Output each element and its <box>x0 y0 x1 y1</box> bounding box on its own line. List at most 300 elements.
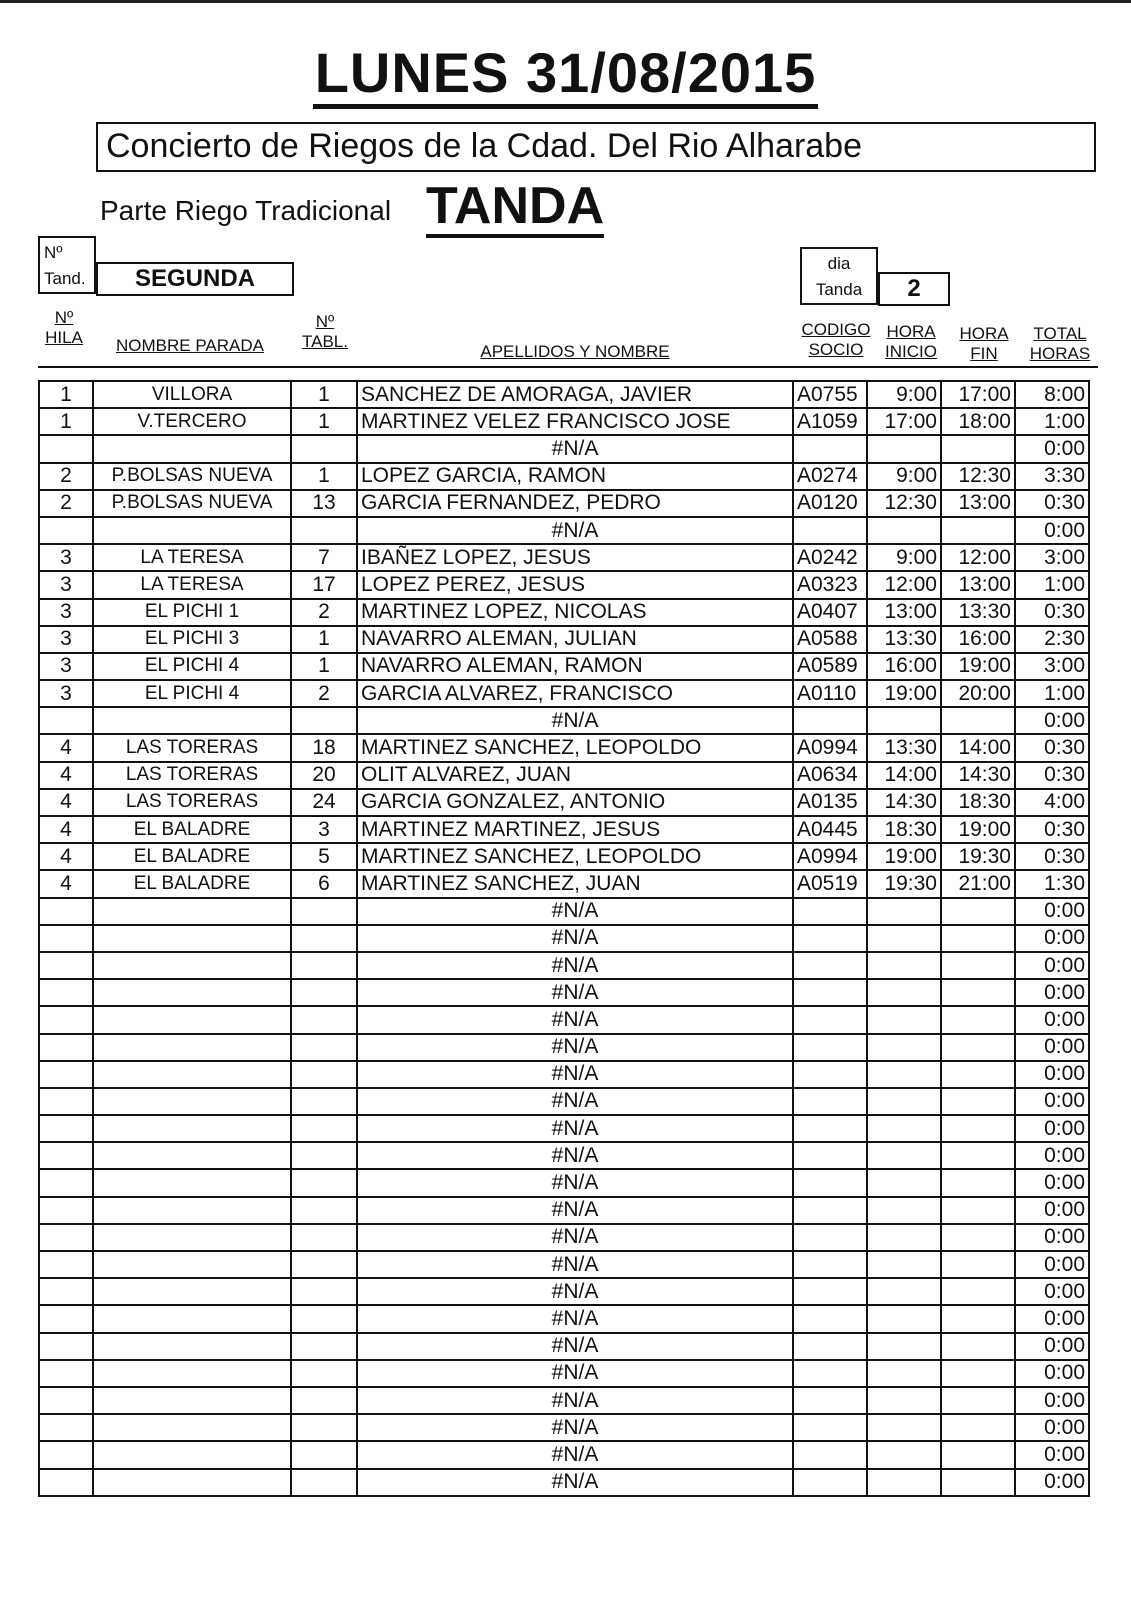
tabl-cell <box>291 1061 357 1088</box>
nombre-cell: MARTINEZ MARTINEZ, JESUS <box>357 816 793 843</box>
document-title <box>0 40 1131 105</box>
codigo-socio-cell <box>793 1006 867 1033</box>
tabl-cell <box>291 435 357 462</box>
col-fin-bottom: FIN <box>970 344 998 363</box>
table-row <box>39 490 1089 517</box>
hora-fin-cell <box>941 1333 1015 1360</box>
table-row <box>39 1333 1089 1360</box>
parada-cell <box>93 1278 291 1305</box>
col-header-fin <box>948 324 1020 364</box>
codigo-socio-cell <box>793 898 867 925</box>
nombre-cell: #N/A <box>357 1333 793 1360</box>
table-row <box>39 599 1089 626</box>
codigo-socio-cell: A1059 <box>793 408 867 435</box>
nombre-cell: NAVARRO ALEMAN, RAMON <box>357 653 793 680</box>
codigo-socio-cell <box>793 1034 867 1061</box>
hila-cell <box>39 435 93 462</box>
hora-inicio-cell: 9:00 <box>867 381 941 408</box>
parada-cell <box>93 1006 291 1033</box>
hila-cell: 4 <box>39 843 93 870</box>
hila-cell: 4 <box>39 734 93 761</box>
tabl-cell <box>291 1305 357 1332</box>
hora-fin-cell <box>941 1278 1015 1305</box>
codigo-socio-cell <box>793 1441 867 1468</box>
table-row <box>39 1441 1089 1468</box>
codigo-socio-cell <box>793 1414 867 1441</box>
total-horas-cell: 0:00 <box>1015 952 1089 979</box>
codigo-socio-cell <box>793 1061 867 1088</box>
header-divider <box>38 366 1098 368</box>
hora-fin-cell <box>941 1006 1015 1033</box>
col-header-hila <box>38 308 90 348</box>
nombre-cell: MARTINEZ VELEZ FRANCISCO JOSE <box>357 408 793 435</box>
parada-cell <box>93 1115 291 1142</box>
col-header-nombre <box>358 342 792 362</box>
hora-inicio-cell <box>867 898 941 925</box>
hora-inicio-cell: 12:30 <box>867 490 941 517</box>
nombre-cell: GARCIA FERNANDEZ, PEDRO <box>357 490 793 517</box>
parada-cell: LAS TORERAS <box>93 734 291 761</box>
hora-fin-cell <box>941 1387 1015 1414</box>
nombre-cell: LOPEZ PEREZ, JESUS <box>357 571 793 598</box>
hora-fin-cell: 19:00 <box>941 816 1015 843</box>
hora-fin-cell: 12:00 <box>941 544 1015 571</box>
codigo-socio-cell <box>793 1251 867 1278</box>
total-horas-cell: 0:00 <box>1015 979 1089 1006</box>
hila-cell <box>39 1197 93 1224</box>
hora-fin-cell <box>941 435 1015 462</box>
parada-cell <box>93 1061 291 1088</box>
table-row <box>39 544 1089 571</box>
parada-cell <box>93 1169 291 1196</box>
codigo-socio-cell: A0588 <box>793 626 867 653</box>
hila-cell <box>39 1469 93 1496</box>
parada-cell <box>93 1197 291 1224</box>
hora-inicio-cell <box>867 1441 941 1468</box>
tabl-cell: 7 <box>291 544 357 571</box>
hora-inicio-cell <box>867 1387 941 1414</box>
tanda-heading: TANDA <box>426 178 604 238</box>
table-row <box>39 762 1089 789</box>
parada-cell: EL BALADRE <box>93 870 291 897</box>
nombre-cell: #N/A <box>357 1441 793 1468</box>
tabl-cell: 1 <box>291 626 357 653</box>
hora-inicio-cell <box>867 1088 941 1115</box>
table-row <box>39 870 1089 897</box>
tabl-cell: 18 <box>291 734 357 761</box>
col-header-total <box>1022 324 1098 364</box>
parada-cell <box>93 1251 291 1278</box>
dia-tanda-label-box <box>800 247 878 305</box>
table-row <box>39 952 1089 979</box>
col-header-codigo <box>798 320 874 360</box>
codigo-socio-cell: A0634 <box>793 762 867 789</box>
hila-cell: 4 <box>39 789 93 816</box>
table-row <box>39 1224 1089 1251</box>
nombre-cell: #N/A <box>357 1115 793 1142</box>
codigo-socio-cell <box>793 1224 867 1251</box>
tabl-cell <box>291 1333 357 1360</box>
hila-cell <box>39 1169 93 1196</box>
total-horas-cell: 0:00 <box>1015 1197 1089 1224</box>
parada-cell <box>93 1387 291 1414</box>
tabl-cell: 2 <box>291 680 357 707</box>
hila-cell <box>39 1006 93 1033</box>
codigo-socio-cell <box>793 1305 867 1332</box>
hila-cell: 4 <box>39 762 93 789</box>
tabl-cell: 17 <box>291 571 357 598</box>
hora-fin-cell: 20:00 <box>941 680 1015 707</box>
tabl-cell: 20 <box>291 762 357 789</box>
hora-inicio-cell: 12:00 <box>867 571 941 598</box>
tabl-cell <box>291 1034 357 1061</box>
hora-fin-cell <box>941 925 1015 952</box>
title-text: LUNES 31/08/2015 <box>313 41 819 109</box>
table-row <box>39 707 1089 734</box>
total-horas-cell: 1:00 <box>1015 571 1089 598</box>
tabl-cell <box>291 1278 357 1305</box>
tabl-cell <box>291 925 357 952</box>
parte-label: Parte Riego Tradicional <box>100 195 392 226</box>
tabl-cell: 1 <box>291 653 357 680</box>
table-row <box>39 1278 1089 1305</box>
hila-cell <box>39 707 93 734</box>
table-row <box>39 435 1089 462</box>
hora-inicio-cell <box>867 1469 941 1496</box>
codigo-socio-cell <box>793 517 867 544</box>
hila-cell <box>39 1251 93 1278</box>
hora-inicio-cell: 19:00 <box>867 680 941 707</box>
parada-cell <box>93 952 291 979</box>
hora-fin-cell: 19:00 <box>941 653 1015 680</box>
total-horas-cell: 3:30 <box>1015 463 1089 490</box>
total-horas-cell: 0:00 <box>1015 1305 1089 1332</box>
col-parada-label: NOMBRE PARADA <box>116 336 264 355</box>
hora-inicio-cell <box>867 1278 941 1305</box>
hila-cell <box>39 1414 93 1441</box>
table-row <box>39 843 1089 870</box>
parada-cell: LAS TORERAS <box>93 762 291 789</box>
total-horas-cell: 0:00 <box>1015 1469 1089 1496</box>
table-row <box>39 925 1089 952</box>
table-row <box>39 653 1089 680</box>
nombre-cell: MARTINEZ SANCHEZ, LEOPOLDO <box>357 734 793 761</box>
parada-cell: P.BOLSAS NUEVA <box>93 463 291 490</box>
col-total-top: TOTAL <box>1033 324 1087 343</box>
col-codigo-top: CODIGO <box>801 320 871 339</box>
table-row <box>39 1360 1089 1387</box>
hora-fin-cell <box>941 1414 1015 1441</box>
parada-cell <box>93 979 291 1006</box>
hora-fin-cell <box>941 707 1015 734</box>
codigo-socio-cell: A0994 <box>793 843 867 870</box>
tabl-cell <box>291 1197 357 1224</box>
hora-fin-cell <box>941 517 1015 544</box>
hora-fin-cell <box>941 1305 1015 1332</box>
parada-cell: EL BALADRE <box>93 843 291 870</box>
hora-inicio-cell <box>867 1197 941 1224</box>
tabl-cell: 6 <box>291 870 357 897</box>
col-fin-top: HORA <box>959 324 1009 343</box>
total-horas-cell: 0:30 <box>1015 816 1089 843</box>
hora-inicio-cell: 13:30 <box>867 626 941 653</box>
hila-cell: 1 <box>39 408 93 435</box>
parada-cell: EL PICHI 3 <box>93 626 291 653</box>
codigo-socio-cell <box>793 1387 867 1414</box>
parada-cell <box>93 1333 291 1360</box>
codigo-socio-cell <box>793 1469 867 1496</box>
codigo-socio-cell: A0120 <box>793 490 867 517</box>
nombre-cell: #N/A <box>357 1305 793 1332</box>
total-horas-cell: 0:00 <box>1015 1142 1089 1169</box>
hila-cell <box>39 925 93 952</box>
tabl-cell <box>291 1469 357 1496</box>
hora-fin-cell: 12:30 <box>941 463 1015 490</box>
hora-fin-cell <box>941 1169 1015 1196</box>
hora-fin-cell <box>941 1251 1015 1278</box>
hila-cell <box>39 1278 93 1305</box>
nombre-cell: #N/A <box>357 952 793 979</box>
tanda-label: Tanda <box>815 280 863 299</box>
hora-fin-cell <box>941 1224 1015 1251</box>
nombre-cell: #N/A <box>357 979 793 1006</box>
top-edge-line <box>0 0 1131 3</box>
nombre-cell: IBAÑEZ LOPEZ, JESUS <box>357 544 793 571</box>
nombre-cell: SANCHEZ DE AMORAGA, JAVIER <box>357 381 793 408</box>
total-horas-cell: 4:00 <box>1015 789 1089 816</box>
hila-cell <box>39 1360 93 1387</box>
hora-inicio-cell: 18:30 <box>867 816 941 843</box>
table-row <box>39 1387 1089 1414</box>
table-row <box>39 381 1089 408</box>
total-horas-cell: 0:30 <box>1015 762 1089 789</box>
nombre-cell: #N/A <box>357 925 793 952</box>
nombre-cell: #N/A <box>357 1224 793 1251</box>
table-row <box>39 1061 1089 1088</box>
parada-cell <box>93 925 291 952</box>
hora-fin-cell: 17:00 <box>941 381 1015 408</box>
n-tand-label-bottom: Tand. <box>44 269 86 288</box>
hila-cell: 3 <box>39 599 93 626</box>
hila-cell: 2 <box>39 463 93 490</box>
hora-inicio-cell <box>867 517 941 544</box>
hora-fin-cell: 18:00 <box>941 408 1015 435</box>
nombre-cell: #N/A <box>357 1006 793 1033</box>
total-horas-cell: 8:00 <box>1015 381 1089 408</box>
hora-fin-cell <box>941 1469 1015 1496</box>
tabl-cell <box>291 898 357 925</box>
hora-fin-cell: 13:00 <box>941 490 1015 517</box>
codigo-socio-cell: A0994 <box>793 734 867 761</box>
hila-cell <box>39 1441 93 1468</box>
parada-cell <box>93 1034 291 1061</box>
hora-fin-cell <box>941 1088 1015 1115</box>
hora-fin-cell <box>941 1034 1015 1061</box>
total-horas-cell: 0:00 <box>1015 1360 1089 1387</box>
parada-cell: EL PICHI 1 <box>93 599 291 626</box>
hora-inicio-cell <box>867 1360 941 1387</box>
hila-cell: 3 <box>39 626 93 653</box>
parada-cell <box>93 1441 291 1468</box>
nombre-cell: #N/A <box>357 1061 793 1088</box>
hora-inicio-cell <box>867 1006 941 1033</box>
total-horas-cell: 1:00 <box>1015 408 1089 435</box>
total-horas-cell: 0:00 <box>1015 1224 1089 1251</box>
table-row <box>39 680 1089 707</box>
hora-fin-cell: 13:30 <box>941 599 1015 626</box>
hora-fin-cell <box>941 1142 1015 1169</box>
tanda-value-box: SEGUNDA <box>96 262 294 296</box>
total-horas-cell: 0:00 <box>1015 898 1089 925</box>
tabl-cell: 13 <box>291 490 357 517</box>
total-horas-cell: 1:00 <box>1015 680 1089 707</box>
col-total-bottom: HORAS <box>1029 344 1091 363</box>
nombre-cell: #N/A <box>357 1469 793 1496</box>
codigo-socio-cell: A0274 <box>793 463 867 490</box>
parada-cell <box>93 1469 291 1496</box>
nombre-cell: #N/A <box>357 1414 793 1441</box>
codigo-socio-cell <box>793 979 867 1006</box>
tabl-cell <box>291 1115 357 1142</box>
hora-fin-cell <box>941 1441 1015 1468</box>
table-row <box>39 734 1089 761</box>
table-row <box>39 1469 1089 1496</box>
hora-inicio-cell: 9:00 <box>867 544 941 571</box>
hora-inicio-cell: 13:30 <box>867 734 941 761</box>
tabl-cell <box>291 952 357 979</box>
subtitle-box: Concierto de Riegos de la Cdad. Del Rio Alharabe <box>96 122 1096 172</box>
total-horas-cell: 3:00 <box>1015 653 1089 680</box>
codigo-socio-cell <box>793 952 867 979</box>
table-row <box>39 1305 1089 1332</box>
parada-cell: V.TERCERO <box>93 408 291 435</box>
nombre-cell: #N/A <box>357 1169 793 1196</box>
codigo-socio-cell: A0755 <box>793 381 867 408</box>
hora-fin-cell <box>941 1061 1015 1088</box>
codigo-socio-cell <box>793 1333 867 1360</box>
tabl-cell <box>291 1142 357 1169</box>
table-row <box>39 789 1089 816</box>
col-inicio-bottom: INICIO <box>885 342 937 361</box>
hora-inicio-cell <box>867 1034 941 1061</box>
parada-cell <box>93 1142 291 1169</box>
col-tabl-bottom: TABL. <box>302 332 348 351</box>
table-row <box>39 979 1089 1006</box>
irrigation-table-body <box>39 381 1089 1496</box>
total-horas-cell: 0:00 <box>1015 707 1089 734</box>
table-row <box>39 517 1089 544</box>
parada-cell <box>93 517 291 544</box>
total-horas-cell: 0:00 <box>1015 1034 1089 1061</box>
hora-fin-cell: 16:00 <box>941 626 1015 653</box>
hora-inicio-cell <box>867 1169 941 1196</box>
nombre-cell: #N/A <box>357 517 793 544</box>
total-horas-cell: 0:00 <box>1015 1414 1089 1441</box>
hora-inicio-cell <box>867 435 941 462</box>
col-header-tabl <box>294 312 356 352</box>
total-horas-cell: 0:00 <box>1015 925 1089 952</box>
hora-fin-cell <box>941 1197 1015 1224</box>
tabl-cell: 2 <box>291 599 357 626</box>
hila-cell: 4 <box>39 816 93 843</box>
parada-cell <box>93 435 291 462</box>
nombre-cell: GARCIA ALVAREZ, FRANCISCO <box>357 680 793 707</box>
total-horas-cell: 0:30 <box>1015 734 1089 761</box>
nombre-cell: #N/A <box>357 1034 793 1061</box>
table-row <box>39 463 1089 490</box>
codigo-socio-cell: A0323 <box>793 571 867 598</box>
tabl-cell: 5 <box>291 843 357 870</box>
nombre-cell: #N/A <box>357 1278 793 1305</box>
table-row <box>39 1251 1089 1278</box>
hila-cell <box>39 898 93 925</box>
tabl-cell <box>291 1169 357 1196</box>
table-row <box>39 1115 1089 1142</box>
hora-inicio-cell <box>867 952 941 979</box>
parada-cell: LAS TORERAS <box>93 789 291 816</box>
nombre-cell: #N/A <box>357 1142 793 1169</box>
total-horas-cell: 3:00 <box>1015 544 1089 571</box>
tabl-cell <box>291 979 357 1006</box>
parada-cell: LA TERESA <box>93 544 291 571</box>
hila-cell <box>39 517 93 544</box>
col-header-inicio <box>876 322 946 362</box>
tabl-cell <box>291 1387 357 1414</box>
hora-inicio-cell: 9:00 <box>867 463 941 490</box>
parada-cell: P.BOLSAS NUEVA <box>93 490 291 517</box>
hila-cell: 3 <box>39 571 93 598</box>
hila-cell: 3 <box>39 653 93 680</box>
nombre-cell: NAVARRO ALEMAN, JULIAN <box>357 626 793 653</box>
table-row <box>39 626 1089 653</box>
parada-cell: LA TERESA <box>93 571 291 598</box>
col-hila-top: Nº <box>54 308 74 327</box>
codigo-socio-cell <box>793 707 867 734</box>
hila-cell: 1 <box>39 381 93 408</box>
codigo-socio-cell <box>793 1142 867 1169</box>
hora-inicio-cell <box>867 979 941 1006</box>
nombre-cell: #N/A <box>357 898 793 925</box>
nombre-cell: MARTINEZ SANCHEZ, LEOPOLDO <box>357 843 793 870</box>
parada-cell <box>93 707 291 734</box>
codigo-socio-cell: A0242 <box>793 544 867 571</box>
hora-fin-cell: 13:00 <box>941 571 1015 598</box>
table-row <box>39 1034 1089 1061</box>
hora-inicio-cell: 17:00 <box>867 408 941 435</box>
hila-cell <box>39 952 93 979</box>
total-horas-cell: 0:30 <box>1015 490 1089 517</box>
hora-fin-cell: 19:30 <box>941 843 1015 870</box>
hora-inicio-cell <box>867 1224 941 1251</box>
total-horas-cell: 0:00 <box>1015 1006 1089 1033</box>
nombre-cell: #N/A <box>357 435 793 462</box>
n-tand-label-top: Nº <box>44 243 63 262</box>
tabl-cell <box>291 1224 357 1251</box>
tabl-cell <box>291 707 357 734</box>
tabl-cell <box>291 517 357 544</box>
codigo-socio-cell <box>793 1197 867 1224</box>
parada-cell: EL PICHI 4 <box>93 680 291 707</box>
tabl-cell <box>291 1088 357 1115</box>
hila-cell <box>39 1333 93 1360</box>
parada-cell <box>93 1305 291 1332</box>
nombre-cell: LOPEZ GARCIA, RAMON <box>357 463 793 490</box>
total-horas-cell: 1:30 <box>1015 870 1089 897</box>
codigo-socio-cell: A0110 <box>793 680 867 707</box>
parada-cell <box>93 1414 291 1441</box>
total-horas-cell: 0:00 <box>1015 435 1089 462</box>
table-row <box>39 408 1089 435</box>
